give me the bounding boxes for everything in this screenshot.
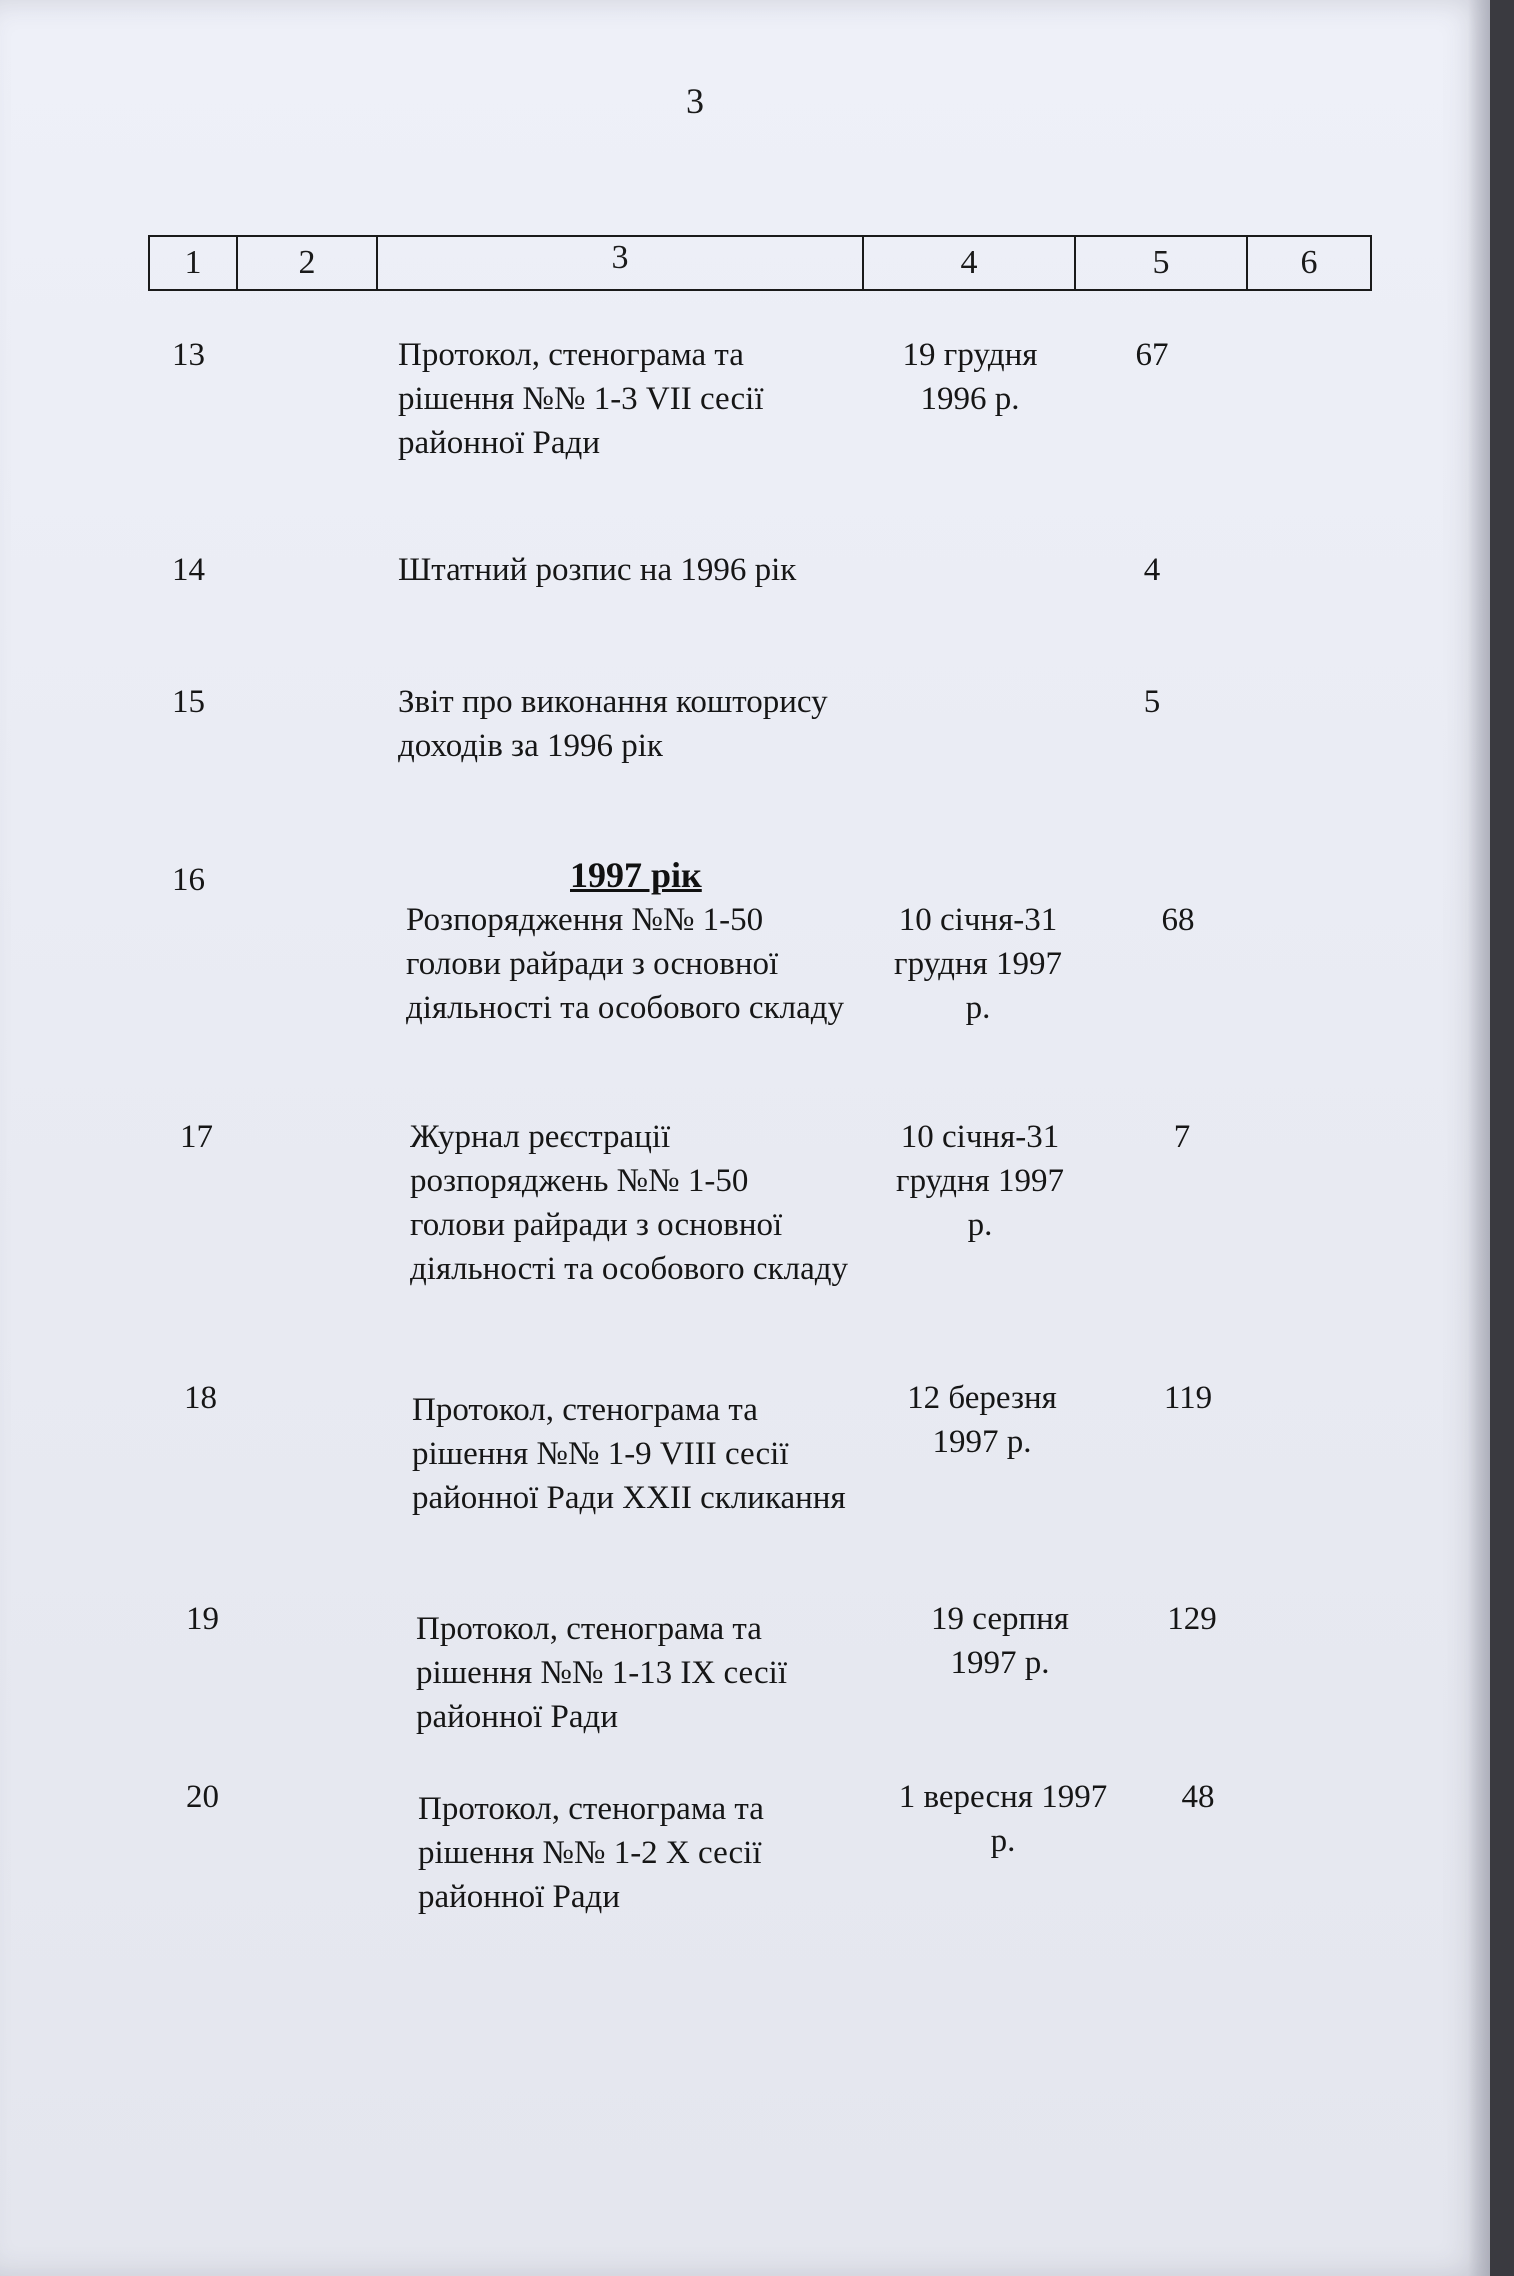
row-title: Штатний розпис на 1996 рік [398, 552, 797, 588]
row-number: 16 [172, 862, 205, 898]
row-title: Журнал реєстрації розпоряджень №№ 1-50 голови райради з основної діяльності та особового складу [410, 1119, 849, 1287]
header-cell-6: 6 [1300, 244, 1318, 281]
row-number: 14 [172, 552, 205, 588]
row-title: Розпорядження №№ 1-50 голови райради з основної діяльності та особового складу [406, 902, 845, 1026]
page-number: 3 [686, 81, 704, 121]
row-number: 15 [172, 684, 205, 720]
row-title: Протокол, стенограма та рішення №№ 1-2 X сесії районної Ради [418, 1791, 764, 1915]
header-cell-5: 5 [1076, 237, 1248, 289]
row-title: Протокол, стенограма та рішення №№ 1-9 VIII сесії районної Ради XXII скликання [412, 1392, 846, 1516]
row-sheets: 129 [1167, 1601, 1217, 1637]
row-date: 19 грудня 1996 р. [902, 337, 1038, 417]
row-number: 18 [184, 1380, 217, 1416]
row-number: 13 [172, 337, 205, 373]
row-date: 10 січня-31 грудня 1997 р. [894, 902, 1062, 1026]
row-sheets: 4 [1143, 552, 1161, 588]
header-cell-3: 3 [378, 237, 864, 289]
row-sheets: 48 [1181, 1779, 1215, 1815]
row-number: 17 [180, 1119, 213, 1155]
row-sheets: 68 [1161, 902, 1195, 938]
row-title: Протокол, стенограма та рішення №№ 1-3 VII сесії районної Ради [398, 337, 764, 461]
row-number: 20 [186, 1779, 219, 1815]
row-date: 12 березня 1997 р. [907, 1380, 1057, 1460]
row-sheets: 7 [1173, 1119, 1191, 1155]
header-cell-4: 4 [864, 237, 1076, 289]
table-header-row [148, 235, 1372, 291]
row-title: Звіт про виконання кошторису доходів за 1996 рік [398, 684, 828, 764]
year-heading: 1997 рік [570, 855, 702, 895]
page-edge-shadow [1468, 0, 1490, 2276]
row-number: 19 [186, 1601, 219, 1637]
row-date: 10 січня-31 грудня 1997 р. [896, 1119, 1064, 1243]
header-cell-1: 1 [150, 237, 238, 289]
row-title: Протокол, стенограма та рішення №№ 1-13 IX сесії районної Ради [416, 1611, 788, 1735]
row-date: 1 вересня 1997 р. [898, 1779, 1108, 1859]
header-cell-2: 2 [238, 237, 378, 289]
row-sheets: 5 [1143, 684, 1161, 720]
row-date: 19 серпня 1997 р. [931, 1601, 1069, 1681]
row-sheets: 119 [1163, 1380, 1213, 1416]
row-sheets: 67 [1135, 337, 1169, 373]
